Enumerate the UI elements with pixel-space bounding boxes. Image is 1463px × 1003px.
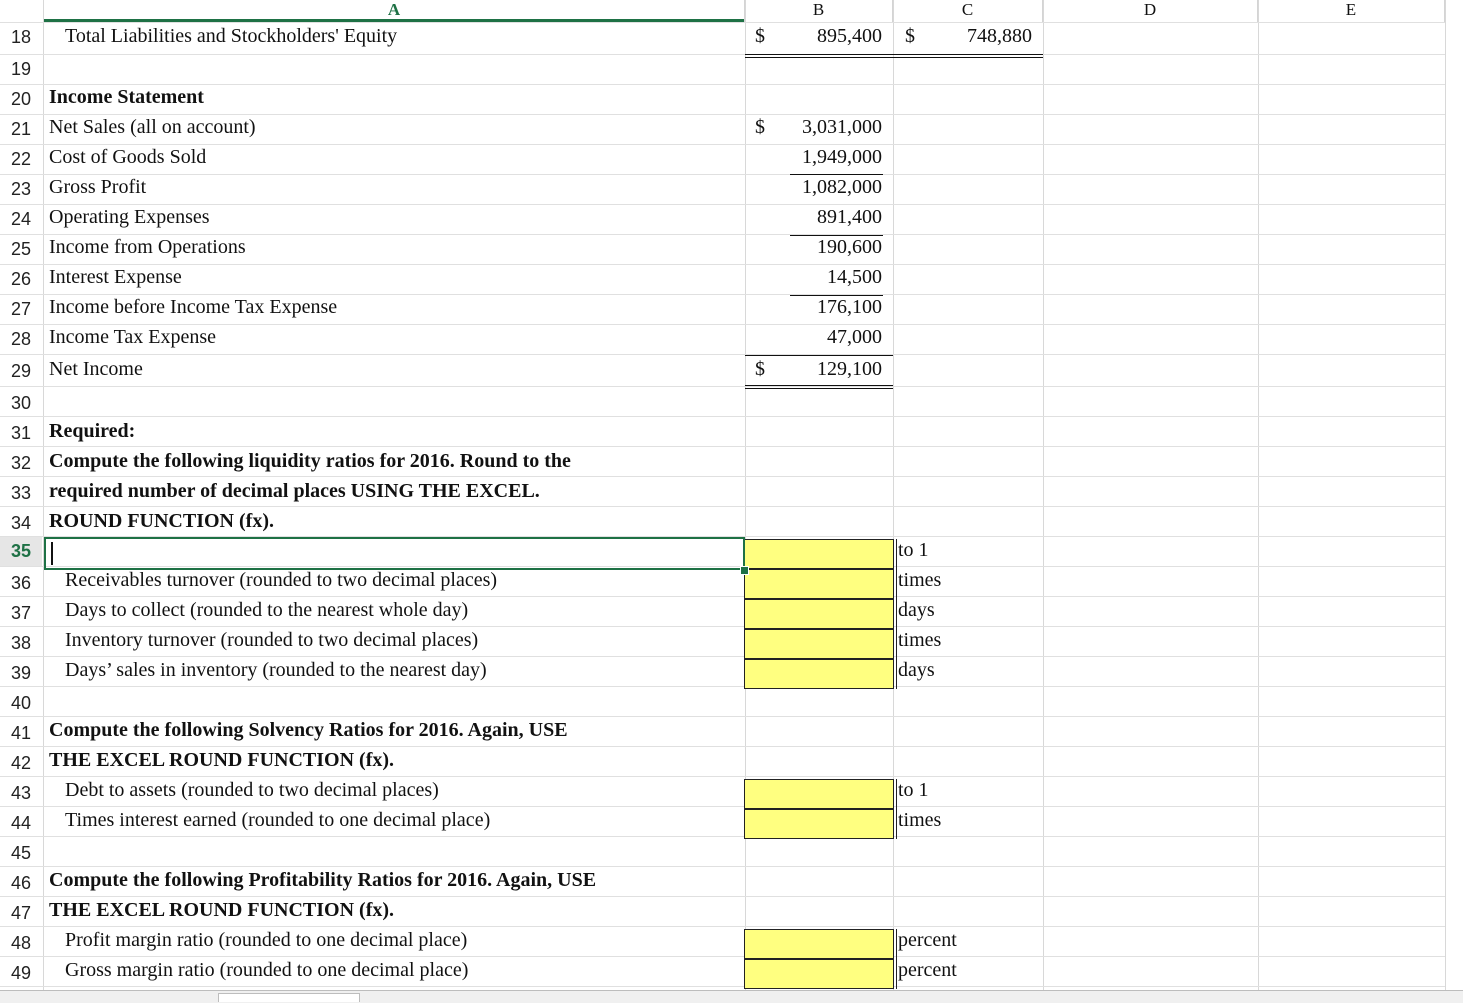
row-header-30[interactable]: 30 <box>10 393 32 413</box>
line-item-value[interactable]: 891,400 <box>817 206 882 228</box>
line-item-label[interactable]: Operating Expenses <box>49 206 210 228</box>
line-item-value[interactable]: 1,082,000 <box>802 176 882 198</box>
column-header-c[interactable]: C <box>893 0 1043 22</box>
answer-input-cell[interactable] <box>744 809 894 839</box>
currency-symbol: $ <box>755 25 765 47</box>
unit-label: days <box>896 599 935 629</box>
gridline <box>0 54 1445 55</box>
income-statement-heading[interactable]: Income Statement <box>49 86 204 108</box>
gridline <box>0 446 1445 447</box>
gridline <box>0 896 1445 897</box>
column-header-b[interactable]: B <box>745 0 893 22</box>
line-item-label[interactable]: Interest Expense <box>49 266 182 288</box>
solvency-heading[interactable]: THE EXCEL ROUND FUNCTION (fx). <box>49 749 395 771</box>
gridline <box>893 0 894 990</box>
row-header-42[interactable]: 42 <box>10 753 32 773</box>
gridline <box>0 866 1445 867</box>
row-header-33[interactable]: 33 <box>10 483 32 503</box>
gridline <box>0 686 1445 687</box>
sheet-tab[interactable] <box>218 993 360 1002</box>
unit-label: times <box>896 569 941 599</box>
line-item-label[interactable]: Net Sales (all on account) <box>49 116 256 138</box>
gridline <box>0 506 1445 507</box>
line-item-value[interactable]: 176,100 <box>817 296 882 318</box>
row-header-22[interactable]: 22 <box>10 149 32 169</box>
row-header-48[interactable]: 48 <box>10 933 32 953</box>
unit-label: to 1 <box>896 539 929 569</box>
gridline <box>0 114 1445 115</box>
ratio-label[interactable]: Inventory turnover (rounded to two decimal places) <box>65 629 479 651</box>
gridline <box>0 806 1445 807</box>
fill-handle[interactable] <box>740 566 749 575</box>
row-header-38[interactable]: 38 <box>10 633 32 653</box>
instruction-text[interactable]: ROUND FUNCTION (fx). <box>49 510 274 532</box>
gridline <box>0 986 1445 987</box>
instruction-text[interactable]: Compute the following liquidity ratios for 2016. Round to the <box>49 450 571 472</box>
gridline <box>0 656 1445 657</box>
answer-input-cell[interactable] <box>744 629 894 659</box>
ratio-label[interactable]: Times interest earned (rounded to one decimal place) <box>65 809 491 831</box>
gridline <box>0 22 1445 23</box>
column-header-a[interactable]: A <box>44 0 745 22</box>
row-header-24[interactable]: 24 <box>10 209 32 229</box>
row-header-49[interactable]: 49 <box>10 963 32 983</box>
ratio-label[interactable]: Debt to assets (rounded to two decimal places) <box>65 779 439 801</box>
gridline <box>0 926 1445 927</box>
gridline <box>0 264 1445 265</box>
row-header-31[interactable]: 31 <box>10 423 32 443</box>
gridline <box>0 84 1445 85</box>
row-header-21[interactable]: 21 <box>10 119 32 139</box>
ratio-label[interactable]: Receivables turnover (rounded to two decimal places) <box>65 569 498 591</box>
row-header-19[interactable]: 19 <box>10 59 32 79</box>
currency-symbol: $ <box>905 25 915 47</box>
row-header-46[interactable]: 46 <box>10 873 32 893</box>
line-item-label[interactable]: Net Income <box>49 358 143 380</box>
double-underline <box>745 54 893 58</box>
subtotal-underline <box>790 174 883 175</box>
row-header-44[interactable]: 44 <box>10 813 32 833</box>
row-header-35[interactable]: 35 <box>0 537 42 566</box>
column-header-e[interactable]: E <box>1258 0 1445 22</box>
row-header-43[interactable]: 43 <box>10 783 32 803</box>
line-item-value[interactable]: 47,000 <box>827 326 882 348</box>
row-header-34[interactable]: 34 <box>10 513 32 533</box>
gridline <box>0 476 1445 477</box>
required-heading[interactable]: Required: <box>49 420 136 442</box>
profitability-heading[interactable]: Compute the following Profitability Ratios for 2016. Again, USE <box>49 869 597 891</box>
row-header-37[interactable]: 37 <box>10 603 32 623</box>
row-header-41[interactable]: 41 <box>10 723 32 743</box>
row-header-40[interactable]: 40 <box>10 693 32 713</box>
gridline <box>0 294 1445 295</box>
line-item-value[interactable]: 129,100 <box>817 358 882 380</box>
line-item-value[interactable]: 14,500 <box>827 266 882 288</box>
unit-label: times <box>896 629 941 659</box>
row-header-39[interactable]: 39 <box>10 663 32 683</box>
gridline <box>745 0 746 990</box>
row-header-25[interactable]: 25 <box>10 239 32 259</box>
gridline <box>0 386 1445 387</box>
currency-symbol: $ <box>755 358 765 380</box>
gridline <box>1043 0 1044 990</box>
answer-input-cell[interactable] <box>744 539 894 569</box>
gridline <box>0 324 1445 325</box>
gridline <box>0 174 1445 175</box>
ratio-label[interactable]: Gross margin ratio (rounded to one decimal place) <box>65 959 469 981</box>
active-cell-selection[interactable] <box>44 537 745 570</box>
row-header-28[interactable]: 28 <box>10 329 32 349</box>
line-item-label[interactable]: Income Tax Expense <box>49 326 217 348</box>
gridline <box>1258 0 1259 990</box>
double-underline <box>745 385 893 389</box>
gridline <box>0 716 1445 717</box>
gridline <box>0 204 1445 205</box>
row-header-29[interactable]: 29 <box>10 361 32 381</box>
row-header-18[interactable]: 18 <box>10 27 32 47</box>
answer-input-cell[interactable] <box>744 959 894 989</box>
line-item-label[interactable]: Gross Profit <box>49 176 147 198</box>
ratio-label[interactable]: Profit margin ratio (rounded to one decimal place) <box>65 929 468 951</box>
answer-input-cell[interactable] <box>744 779 894 809</box>
subtotal-underline <box>745 355 893 356</box>
row-header-23[interactable]: 23 <box>10 179 32 199</box>
row-header-47[interactable]: 47 <box>10 903 32 923</box>
line-item-label[interactable]: Cost of Goods Sold <box>49 146 207 168</box>
gridline <box>0 144 1445 145</box>
ratio-label[interactable]: Days’ sales in inventory (rounded to the nearest day) <box>65 659 487 681</box>
gridline <box>0 836 1445 837</box>
total-liabilities-2015[interactable]: 748,880 <box>967 25 1032 47</box>
row-header-32[interactable]: 32 <box>10 453 32 473</box>
currency-symbol: $ <box>755 116 765 138</box>
gridline <box>0 354 1445 355</box>
double-underline <box>893 54 1043 58</box>
total-liabilities-label[interactable]: Total Liabilities and Stockholders' Equity <box>65 25 398 47</box>
unit-label: percent <box>896 959 957 989</box>
ratio-label[interactable]: Days to collect (rounded to the nearest whole day) <box>65 599 469 621</box>
column-header-bar <box>0 0 1463 22</box>
answer-input-cell[interactable] <box>744 599 894 629</box>
line-item-value[interactable]: 190,600 <box>817 236 882 258</box>
text-cursor <box>51 542 53 565</box>
unit-label: percent <box>896 929 957 959</box>
answer-input-cell[interactable] <box>744 569 894 599</box>
line-item-label[interactable]: Income from Operations <box>49 236 246 258</box>
row-header-26[interactable]: 26 <box>10 269 32 289</box>
unit-label: to 1 <box>896 779 929 809</box>
line-item-label[interactable]: Income before Income Tax Expense <box>49 296 338 318</box>
solvency-heading[interactable]: Compute the following Solvency Ratios for 2016. Again, USE <box>49 719 568 741</box>
profitability-heading[interactable]: THE EXCEL ROUND FUNCTION (fx). <box>49 899 395 921</box>
answer-input-cell[interactable] <box>744 929 894 959</box>
column-header-d[interactable]: D <box>1043 0 1258 22</box>
row-header-27[interactable]: 27 <box>10 299 32 319</box>
row-header-45[interactable]: 45 <box>10 843 32 863</box>
row-header-36[interactable]: 36 <box>10 573 32 593</box>
gridline <box>0 596 1445 597</box>
gridline <box>0 956 1445 957</box>
row-header-20[interactable]: 20 <box>10 89 32 109</box>
gridline <box>0 746 1445 747</box>
unit-label: days <box>896 659 935 689</box>
line-item-value[interactable]: 3,031,000 <box>802 116 882 138</box>
unit-label: times <box>896 809 941 839</box>
gridline <box>0 626 1445 627</box>
gridline <box>1445 0 1446 990</box>
instruction-text[interactable]: required number of decimal places USING THE EXCEL. <box>49 480 540 502</box>
gridline <box>0 234 1445 235</box>
total-liabilities-2016[interactable]: 895,400 <box>817 25 882 47</box>
gridline <box>0 416 1445 417</box>
gridline <box>43 0 44 990</box>
answer-input-cell[interactable] <box>744 659 894 689</box>
gridline <box>0 776 1445 777</box>
line-item-value[interactable]: 1,949,000 <box>802 146 882 168</box>
